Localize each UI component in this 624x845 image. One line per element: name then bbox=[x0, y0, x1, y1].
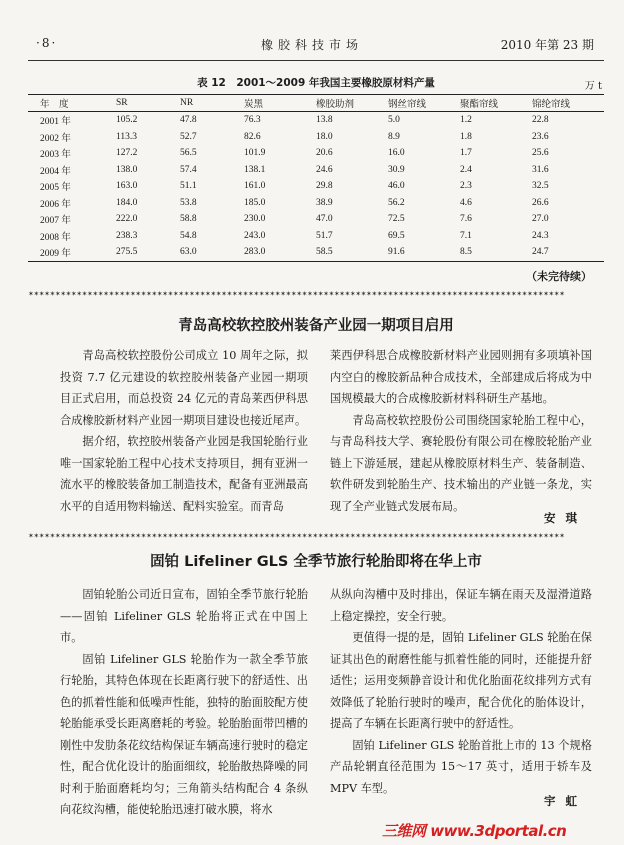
column-header: 聚酯帘线 bbox=[460, 95, 532, 112]
table-cell: 58.5 bbox=[316, 244, 388, 261]
table-row bbox=[28, 145, 604, 162]
table-cell: 1.8 bbox=[460, 131, 472, 142]
table-cell: 52.7 bbox=[180, 131, 197, 142]
table-caption: 表 12 2001～2009 年我国主要橡胶原材料产量 bbox=[197, 77, 435, 89]
table-cell: 113.3 bbox=[116, 131, 138, 142]
table-cell: 56.2 bbox=[388, 197, 405, 208]
table-cell: 138.1 bbox=[244, 164, 266, 175]
table-cell: 16.0 bbox=[388, 148, 405, 159]
table-cell: 47.8 bbox=[180, 115, 197, 126]
table-cell: 63.0 bbox=[180, 244, 244, 261]
column-header: SR bbox=[116, 95, 180, 112]
table-cell: 275.5 bbox=[116, 244, 180, 261]
table-row bbox=[28, 178, 604, 195]
article2-left-para: 固铂 Lifeliner GLS 轮胎作为一款全季节旅行轮胎，其特色体现在长距离行驶下的舒适性、出色的抓着性能和低噪声性能，独特的胎面胶配方使轮胎能承受长距离磨耗的考验。轮胎胎面带凹槽的刚性中发肋条花纹结构保证车辆高速行驶时的稳定性，配合优化设计的胎面细纹，轮胎散热降噪的同时利于胎面磨耗均匀；三角箭头结构配合 4 条纵向花纹沟槽，能使轮胎迅速打破水膜，将水 bbox=[60, 652, 308, 816]
table-cell: 24.6 bbox=[316, 164, 333, 175]
journal-title: 橡胶科技市场 bbox=[260, 38, 363, 52]
table-cell: 54.8 bbox=[180, 230, 197, 241]
header-rule bbox=[28, 60, 604, 61]
table-cell: 127.2 bbox=[116, 148, 138, 159]
table-cell: 1.7 bbox=[460, 148, 472, 159]
table-cell: 2005 年 bbox=[40, 183, 71, 194]
article2-right-para: 更值得一提的是，固铂 Lifeliner GLS 轮胎在保证其出色的耐磨性能与抓着性能的同时，还能提升舒适性；运用变频静音设计和优化胎面花纹排列方式有效降低了轮胎行驶时的噪声，配合优化的胎体设计，提高了车辆在长距离行驶中的舒适性。 bbox=[330, 631, 592, 730]
table-cell: 76.3 bbox=[244, 115, 261, 126]
production-table bbox=[28, 94, 604, 262]
table-cell: 2008 年 bbox=[40, 232, 71, 243]
table-cell: 32.5 bbox=[532, 181, 549, 192]
table-cell: 31.6 bbox=[532, 164, 549, 175]
table-cell: 24.3 bbox=[532, 230, 549, 241]
table-cell: 51.1 bbox=[180, 181, 197, 192]
table-cell: 2001 年 bbox=[40, 117, 71, 128]
article2-author: 宇虹 bbox=[544, 794, 587, 808]
article1-left-column bbox=[60, 345, 308, 517]
table-cell: 1.2 bbox=[460, 115, 472, 126]
table-row bbox=[28, 211, 604, 228]
table-cell: 69.5 bbox=[388, 230, 405, 241]
article2-right-para: 固铂 Lifeliner GLS 轮胎首批上市的 13 个规格产品轮辋直径范围为 15～17 英寸，适用于轿车及 MPV 车型。 bbox=[330, 738, 592, 795]
article1-title: 青岛高校软控胶州装备产业园一期项目启用 bbox=[178, 318, 454, 334]
table-cell: 185.0 bbox=[244, 197, 266, 208]
table-cell: 25.6 bbox=[532, 148, 549, 159]
table-cell: 27.0 bbox=[532, 214, 549, 225]
table-cell: 56.5 bbox=[180, 148, 197, 159]
table-cell: 230.0 bbox=[244, 214, 266, 225]
table-cell: 29.8 bbox=[316, 181, 333, 192]
article1-author: 安琪 bbox=[544, 511, 587, 525]
table-cell: 2.4 bbox=[460, 164, 472, 175]
article2-right-continuation: 从纵向沟槽中及时排出，保证车辆在雨天及湿滑道路上稳定操控，安全行驶。 bbox=[330, 588, 592, 623]
table-cell: 105.2 bbox=[116, 115, 138, 126]
article1-left-para: 青岛高校软控股份公司成立 10 周年之际，拟投资 7.7 亿元建设的软控胶州装备产业园一期项目正式启用，而总投资 24 亿元的青岛莱西伊科思合成橡胶新材料产业园一期项目建设也接近尾声。 bbox=[60, 349, 308, 427]
table-cell: 24.7 bbox=[532, 244, 604, 261]
column-header: 钢丝帘线 bbox=[388, 95, 460, 112]
article2-right-column bbox=[330, 584, 592, 799]
column-header: 锦纶帘线 bbox=[532, 95, 604, 112]
table-cell: 161.0 bbox=[244, 181, 266, 192]
table-header-row bbox=[28, 95, 604, 112]
table-cell: 283.0 bbox=[244, 244, 316, 261]
table-body bbox=[28, 112, 604, 262]
table-cell: 46.0 bbox=[388, 181, 405, 192]
star-divider: ✶✶✶✶✶✶✶✶✶✶✶✶✶✶✶✶✶✶✶✶✶✶✶✶✶✶✶✶✶✶✶✶✶✶✶✶✶✶✶✶✶✶✶✶✶✶✶✶✶✶✶✶✶✶✶✶✶✶✶✶✶✶✶✶✶✶✶✶✶✶✶✶✶✶✶✶✶✶✶✶✶✶✶✶✶✶✶✶✶✶✶✶✶✶✶✶✶✶✶✶ bbox=[28, 532, 565, 540]
table-cell: 184.0 bbox=[116, 197, 138, 208]
table-unit: 万 t bbox=[584, 81, 602, 92]
table-cell: 91.6 bbox=[388, 244, 460, 261]
table-cell: 38.9 bbox=[316, 197, 333, 208]
article1-right-column bbox=[330, 345, 592, 517]
table-cell: 238.3 bbox=[116, 230, 138, 241]
table-cell: 13.8 bbox=[316, 115, 333, 126]
table-cell: 20.6 bbox=[316, 148, 333, 159]
page-number: ·8· bbox=[36, 36, 58, 50]
column-header: 炭黑 bbox=[244, 95, 316, 112]
table-cell: 23.6 bbox=[532, 131, 549, 142]
column-header: 橡胶助剂 bbox=[316, 95, 388, 112]
article1-left-para: 据介绍，软控胶州装备产业园是我国轮胎行业唯一国家轮胎工程中心技术支持项目，拥有亚洲一流水平的橡胶装备加工制造技术，配备有亚洲最高水平的自适用物料输送、配料实验室。而青岛 bbox=[60, 435, 308, 513]
table-cell: 163.0 bbox=[116, 181, 138, 192]
table-cell: 18.0 bbox=[316, 131, 333, 142]
table-row bbox=[28, 112, 604, 129]
table-cell: 7.1 bbox=[460, 230, 472, 241]
table-cell: 47.0 bbox=[316, 214, 333, 225]
table-row bbox=[28, 129, 604, 146]
table-cell: 53.8 bbox=[180, 197, 197, 208]
table-cell: 4.6 bbox=[460, 197, 472, 208]
table-row bbox=[28, 228, 604, 245]
table-cell: 222.0 bbox=[116, 214, 138, 225]
table-cell: 2007 年 bbox=[40, 216, 71, 227]
issue-label: 2010 年第 23 期 bbox=[500, 38, 594, 52]
article1-right-para: 青岛高校软控股份公司围绕国家轮胎工程中心，与青岛科技大学、赛轮股份有限公司在橡胶轮胎产业链上下游延展，建起从橡胶原材料生产、装备制造、软件研发到轮胎生产、技术输出的产业链一条龙，实现了全产业链式发展布局。 bbox=[330, 413, 592, 513]
table-row bbox=[28, 244, 604, 261]
table-cell: 26.6 bbox=[532, 197, 549, 208]
table-cell: 57.4 bbox=[180, 164, 197, 175]
continued-note: （未完待续） bbox=[526, 270, 592, 283]
table-cell: 58.8 bbox=[180, 214, 197, 225]
table-cell: 72.5 bbox=[388, 214, 405, 225]
table-cell: 82.6 bbox=[244, 131, 261, 142]
star-divider: ✶✶✶✶✶✶✶✶✶✶✶✶✶✶✶✶✶✶✶✶✶✶✶✶✶✶✶✶✶✶✶✶✶✶✶✶✶✶✶✶✶✶✶✶✶✶✶✶✶✶✶✶✶✶✶✶✶✶✶✶✶✶✶✶✶✶✶✶✶✶✶✶✶✶✶✶✶✶✶✶✶✶✶✶✶✶✶✶✶✶✶✶✶✶✶✶✶✶✶✶ bbox=[28, 290, 565, 298]
table-cell: 2002 年 bbox=[40, 133, 71, 144]
table-cell: 51.7 bbox=[316, 230, 333, 241]
table-cell: 2004 年 bbox=[40, 166, 71, 177]
table-row bbox=[28, 162, 604, 179]
table-cell: 7.6 bbox=[460, 214, 472, 225]
table-cell: 8.5 bbox=[460, 244, 532, 261]
table-cell: 8.9 bbox=[388, 131, 400, 142]
article2-left-column bbox=[60, 584, 308, 821]
article2-left-para: 固铂轮胎公司近日宣布，固铂全季节旅行轮胎——固铂 Lifeliner GLS 轮胎将正式在中国上市。 bbox=[60, 588, 308, 644]
table-cell: 243.0 bbox=[244, 230, 266, 241]
table-cell: 2.3 bbox=[460, 181, 472, 192]
watermark: 三维网 www.3dportal.cn bbox=[382, 822, 567, 840]
table-cell: 2006 年 bbox=[40, 199, 71, 210]
table-cell: 30.9 bbox=[388, 164, 405, 175]
table-cell: 22.8 bbox=[532, 115, 549, 126]
table-cell: 138.0 bbox=[116, 164, 138, 175]
table-cell: 101.9 bbox=[244, 148, 266, 159]
column-header: NR bbox=[180, 95, 244, 112]
article2-title: 固铂 Lifeliner GLS 全季节旅行轮胎即将在华上市 bbox=[150, 554, 482, 570]
table-cell: 2003 年 bbox=[40, 150, 71, 161]
table-cell: 5.0 bbox=[388, 115, 400, 126]
column-header: 年 度 bbox=[28, 95, 116, 112]
table-row bbox=[28, 195, 604, 212]
article1-right-continuation: 莱西伊科思合成橡胶新材料产业园则拥有多项填补国内空白的橡胶新品种合成技术，全部建成后将成为中国规模最大的合成橡胶新材料科研生产基地。 bbox=[330, 349, 592, 405]
table-cell: 2009 年 bbox=[28, 244, 116, 261]
